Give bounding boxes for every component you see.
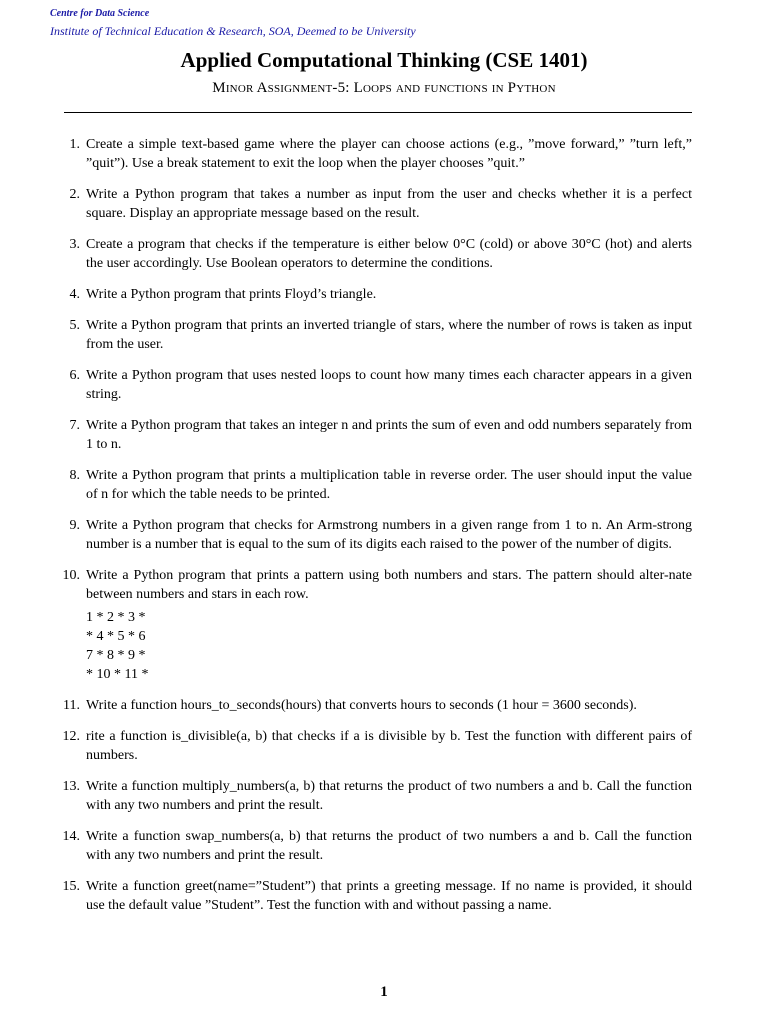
assignment-list [50, 135, 692, 927]
item-number: 8. [69, 468, 80, 483]
item-number: 6. [69, 368, 80, 383]
item-text: Write a function greet(name=”Student”) that prints a greeting message. If no name is provided, it should use the default value ”Student”. Test the function with and without passing a name. [86, 879, 692, 913]
list-item [50, 566, 692, 684]
list-item [50, 696, 692, 715]
title-divider [64, 112, 692, 113]
list-item [50, 366, 692, 404]
item-text: Write a function multiply_numbers(a, b) that returns the product of two numbers a and b. Call the function with any two numbers and print the result. [86, 779, 692, 813]
item-number: 5. [69, 318, 80, 333]
centre-name: Centre for Data Science [50, 8, 150, 19]
list-item [50, 285, 692, 304]
pattern-row: * 4 * 5 * 6 [86, 629, 146, 644]
list-item [50, 827, 692, 865]
page-title: Applied Computational Thinking (CSE 1401) [180, 48, 588, 72]
item-number: 12. [62, 729, 80, 744]
item-text: rite a function is_divisible(a, b) that checks if a is divisible by b. Test the function with different pairs of numbers. [86, 729, 692, 763]
item-number: 13. [62, 779, 80, 794]
item-number: 14. [62, 829, 80, 844]
page-number: 1 [380, 984, 388, 1000]
item-text: Write a function swap_numbers(a, b) that returns the product of two numbers a and b. Call the function with any two numbers and print the result. [86, 829, 692, 863]
pattern-row: * 10 * 11 * [86, 667, 149, 682]
list-item [50, 135, 692, 173]
list-item [50, 727, 692, 765]
item-text: Write a Python program that uses nested loops to count how many times each character appears in a given string. [86, 368, 692, 402]
pattern-row: 1 * 2 * 3 * [86, 610, 146, 625]
item-number: 3. [69, 237, 80, 252]
item-number: 2. [69, 187, 80, 202]
list-item [50, 185, 692, 223]
item-text: Create a program that checks if the temperature is either below 0°C (cold) or above 30°C (hot) and alerts the user accordingly. Use Boolean operators to determine the conditions. [86, 237, 692, 271]
list-item [50, 516, 692, 554]
item-text: Write a Python program that takes a number as input from the user and checks whether it is a perfect square. Display an appropriate message based on the result. [86, 187, 692, 221]
item-number: 4. [69, 287, 80, 302]
item-number: 1. [69, 137, 80, 152]
institute-name: Institute of Technical Education & Research, SOA, Deemed to be University [50, 24, 416, 38]
list-item [50, 777, 692, 815]
item-text: Create a simple text-based game where the player can choose actions (e.g., ”move forward,” ”turn left,” ”quit”). Use a break statement to exit the loop when the player chooses ”quit.” [86, 137, 692, 171]
number-star-pattern [86, 608, 692, 684]
list-item [50, 416, 692, 454]
item-number: 15. [62, 879, 80, 894]
item-text: Write a Python program that prints an inverted triangle of stars, where the number of rows is taken as input from the user. [86, 318, 692, 352]
list-item [50, 316, 692, 354]
list-item [50, 466, 692, 504]
item-number: 9. [69, 518, 80, 533]
list-item [50, 235, 692, 273]
page-subtitle: Minor Assignment-5: Loops and functions in Python [212, 80, 556, 96]
list-item [50, 877, 692, 915]
item-text: Write a Python program that prints a pattern using both numbers and stars. The pattern should alter-nate between numbers and stars in each row. [86, 568, 692, 602]
item-text: Write a function hours_to_seconds(hours) that converts hours to seconds (1 hour = 3600 seconds). [86, 698, 637, 713]
item-text: Write a Python program that prints a multiplication table in reverse order. The user should input the value of n for which the table needs to be printed. [86, 468, 692, 502]
item-number: 7. [69, 418, 80, 433]
item-number: 10. [62, 568, 80, 583]
item-text: Write a Python program that checks for Armstrong numbers in a given range from 1 to n. An Arm-strong number is a number that is equal to the sum of its digits each raised to the power of the number of digits. [86, 518, 692, 552]
item-text: Write a Python program that takes an integer n and prints the sum of even and odd numbers separately from 1 to n. [86, 418, 692, 452]
item-number: 11. [63, 698, 80, 713]
pattern-row: 7 * 8 * 9 * [86, 648, 146, 663]
item-text: Write a Python program that prints Floyd’s triangle. [86, 287, 377, 302]
